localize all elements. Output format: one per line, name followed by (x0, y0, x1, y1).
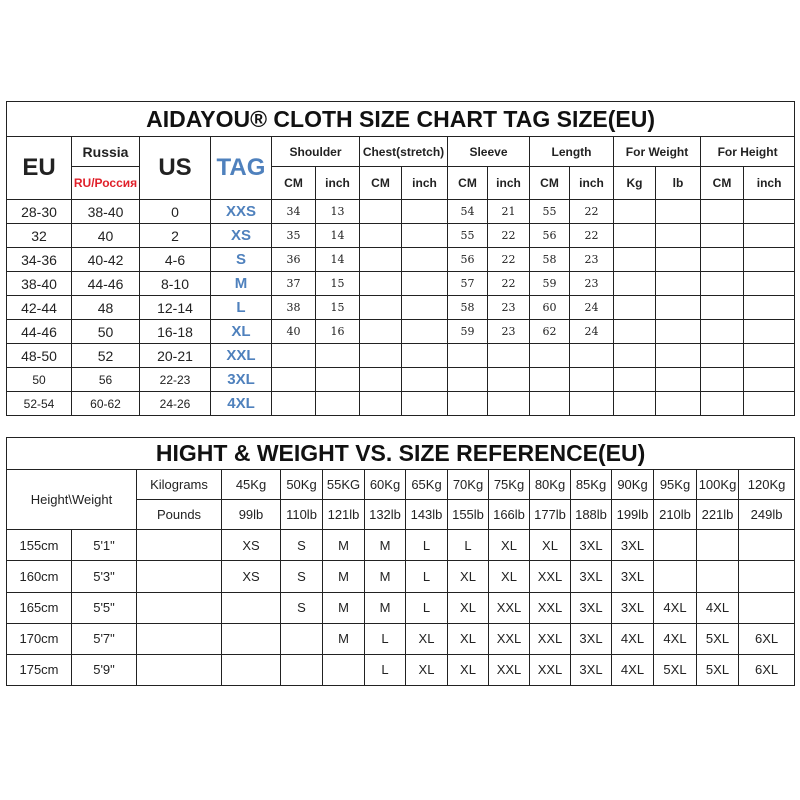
reference-row (7, 592, 795, 623)
recommended-size-cell: XL (448, 592, 489, 623)
recommended-size-cell (654, 561, 697, 592)
height-cm-cell (701, 248, 744, 272)
shoulder-inch-header: inch (316, 167, 360, 200)
weight-kg-cell (614, 320, 656, 344)
chest-cm-header: CM (360, 167, 402, 200)
height-inch-cell (744, 368, 795, 392)
recommended-size-cell: 3XL (571, 592, 612, 623)
kg-column-header: 80Kg (530, 470, 571, 500)
weight-lb-cell (656, 320, 701, 344)
recommended-size-cell: 4XL (612, 623, 654, 654)
reference-spacer-cell (137, 530, 222, 561)
height-header: For Height (701, 137, 795, 167)
recommended-size-cell: L (406, 561, 448, 592)
size-row (7, 224, 795, 248)
lb-column-header: 110lb (281, 500, 323, 530)
shoulder-cm-cell (272, 392, 316, 416)
weight-kg-cell (614, 224, 656, 248)
shoulder-cm-cell: 37 (272, 272, 316, 296)
height-cm-cell: 170cm (7, 623, 72, 654)
us-size-cell: 20-21 (140, 344, 211, 368)
recommended-size-cell (697, 530, 739, 561)
recommended-size-cell (222, 592, 281, 623)
size-row (7, 200, 795, 224)
size-chart-table (6, 101, 795, 416)
weight-kg-cell (614, 296, 656, 320)
recommended-size-cell: XL (406, 654, 448, 685)
recommended-size-cell: XXL (489, 592, 530, 623)
lb-column-header: 155lb (448, 500, 489, 530)
height-cm-cell: 160cm (7, 561, 72, 592)
recommended-size-cell: XL (489, 530, 530, 561)
height-cm-cell: 175cm (7, 654, 72, 685)
recommended-size-cell: XXL (530, 623, 571, 654)
chest-inch-cell (402, 320, 448, 344)
sleeve-inch-cell: 22 (488, 224, 530, 248)
recommended-size-cell: M (323, 561, 365, 592)
tag-header: TAG (211, 137, 272, 200)
length-inch-cell: 24 (570, 296, 614, 320)
sleeve-cm-cell (448, 344, 488, 368)
shoulder-cm-cell: 35 (272, 224, 316, 248)
kg-column-header: 50Kg (281, 470, 323, 500)
lb-column-header: 210lb (654, 500, 697, 530)
recommended-size-cell: M (323, 592, 365, 623)
kg-column-header: 100Kg (697, 470, 739, 500)
recommended-size-cell: 4XL (654, 623, 697, 654)
sleeve-inch-cell: 23 (488, 296, 530, 320)
weight-lb-cell (656, 392, 701, 416)
recommended-size-cell (697, 561, 739, 592)
weight-kg-header: Kg (614, 167, 656, 200)
weight-kg-cell (614, 344, 656, 368)
shoulder-cm-cell (272, 368, 316, 392)
chest-inch-cell (402, 344, 448, 368)
russia-size-cell: 38-40 (72, 200, 140, 224)
chest-inch-cell (402, 368, 448, 392)
height-cm-header: CM (701, 167, 744, 200)
sleeve-inch-cell: 21 (488, 200, 530, 224)
recommended-size-cell: XL (530, 530, 571, 561)
sleeve-inch-cell (488, 392, 530, 416)
recommended-size-cell: XL (489, 561, 530, 592)
eu-size-cell: 50 (7, 368, 72, 392)
sleeve-inch-cell: 22 (488, 248, 530, 272)
pounds-label: Pounds (137, 500, 222, 530)
russia-size-cell: 60-62 (72, 392, 140, 416)
kg-column-header: 55KG (323, 470, 365, 500)
chest-cm-cell (360, 272, 402, 296)
height-cm-cell: 155cm (7, 530, 72, 561)
sleeve-cm-cell: 57 (448, 272, 488, 296)
recommended-size-cell: 5XL (697, 623, 739, 654)
russia-size-cell: 52 (72, 344, 140, 368)
length-inch-cell: 24 (570, 320, 614, 344)
chest-cm-cell (360, 392, 402, 416)
eu-size-cell: 38-40 (7, 272, 72, 296)
length-inch-cell (570, 392, 614, 416)
recommended-size-cell: XXL (530, 654, 571, 685)
lb-column-header: 132lb (365, 500, 406, 530)
recommended-size-cell: M (323, 623, 365, 654)
height-cm-cell (701, 320, 744, 344)
shoulder-cm-header: CM (272, 167, 316, 200)
sleeve-inch-cell: 22 (488, 272, 530, 296)
weight-lb-cell (656, 248, 701, 272)
shoulder-inch-cell: 14 (316, 224, 360, 248)
recommended-size-cell: XXL (489, 623, 530, 654)
size-chart-title: AIDAYOU® CLOTH SIZE CHART TAG SIZE(EU) (7, 102, 795, 137)
kg-column-header: 45Kg (222, 470, 281, 500)
length-cm-cell (530, 344, 570, 368)
lb-column-header: 166lb (489, 500, 530, 530)
reference-row (7, 561, 795, 592)
weight-lb-cell (656, 224, 701, 248)
chest-inch-cell (402, 248, 448, 272)
chest-cm-cell (360, 200, 402, 224)
us-header: US (140, 137, 211, 200)
russia-size-cell: 40 (72, 224, 140, 248)
shoulder-cm-cell: 38 (272, 296, 316, 320)
eu-header: EU (7, 137, 72, 200)
kg-column-header: 95Kg (654, 470, 697, 500)
weight-lb-cell (656, 344, 701, 368)
kg-column-header: 120Kg (739, 470, 795, 500)
weight-lb-header: lb (656, 167, 701, 200)
sleeve-inch-cell (488, 344, 530, 368)
us-size-cell: 16-18 (140, 320, 211, 344)
eu-size-cell: 44-46 (7, 320, 72, 344)
chest-cm-cell (360, 368, 402, 392)
size-row (7, 368, 795, 392)
recommended-size-cell: 3XL (571, 530, 612, 561)
height-inch-cell (744, 224, 795, 248)
recommended-size-cell: 6XL (739, 654, 795, 685)
height-ft-cell: 5'3" (72, 561, 137, 592)
weight-lb-cell (656, 200, 701, 224)
recommended-size-cell: XXL (530, 592, 571, 623)
shoulder-cm-cell (272, 344, 316, 368)
reference-spacer-cell (137, 561, 222, 592)
lb-column-header: 249lb (739, 500, 795, 530)
recommended-size-cell: M (323, 530, 365, 561)
lb-column-header: 199lb (612, 500, 654, 530)
height-ft-cell: 5'1" (72, 530, 137, 561)
shoulder-inch-cell (316, 392, 360, 416)
reference-spacer-cell (137, 654, 222, 685)
recommended-size-cell (323, 654, 365, 685)
recommended-size-cell (739, 561, 795, 592)
height-cm-cell: 165cm (7, 592, 72, 623)
length-inch-cell: 23 (570, 272, 614, 296)
sleeve-cm-cell: 59 (448, 320, 488, 344)
recommended-size-cell: 3XL (612, 592, 654, 623)
recommended-size-cell: 5XL (697, 654, 739, 685)
reference-row (7, 623, 795, 654)
kg-column-header: 75Kg (489, 470, 530, 500)
chest-cm-cell (360, 248, 402, 272)
kg-column-header: 60Kg (365, 470, 406, 500)
shoulder-inch-cell (316, 368, 360, 392)
kg-column-header: 65Kg (406, 470, 448, 500)
weight-header: For Weight (614, 137, 701, 167)
kg-column-header: 70Kg (448, 470, 489, 500)
tag-size-cell: XXL (211, 344, 272, 368)
height-cm-cell (701, 224, 744, 248)
lb-column-header: 143lb (406, 500, 448, 530)
recommended-size-cell: 4XL (612, 654, 654, 685)
height-ft-cell: 5'7" (72, 623, 137, 654)
length-inch-cell (570, 344, 614, 368)
size-row (7, 392, 795, 416)
length-cm-cell (530, 368, 570, 392)
lb-column-header: 188lb (571, 500, 612, 530)
us-size-cell: 0 (140, 200, 211, 224)
recommended-size-cell: XXL (530, 561, 571, 592)
sleeve-cm-cell (448, 392, 488, 416)
length-cm-header: CM (530, 167, 570, 200)
us-size-cell: 4-6 (140, 248, 211, 272)
height-cm-cell (701, 344, 744, 368)
shoulder-cm-cell: 40 (272, 320, 316, 344)
tag-size-cell: L (211, 296, 272, 320)
recommended-size-cell: M (365, 592, 406, 623)
weight-kg-cell (614, 392, 656, 416)
size-row (7, 296, 795, 320)
eu-size-cell: 42-44 (7, 296, 72, 320)
shoulder-inch-cell: 16 (316, 320, 360, 344)
weight-kg-cell (614, 248, 656, 272)
height-weight-reference-table (6, 437, 795, 686)
recommended-size-cell: L (406, 592, 448, 623)
tag-size-cell: M (211, 272, 272, 296)
shoulder-inch-cell: 14 (316, 248, 360, 272)
height-inch-cell (744, 344, 795, 368)
russia-subheader: RU/Россия (72, 167, 140, 200)
height-weight-corner: Height\Weight (7, 470, 137, 530)
height-cm-cell (701, 200, 744, 224)
lb-column-header: 221lb (697, 500, 739, 530)
eu-size-cell: 52-54 (7, 392, 72, 416)
height-cm-cell (701, 368, 744, 392)
eu-size-cell: 28-30 (7, 200, 72, 224)
reference-spacer-cell (137, 623, 222, 654)
sleeve-header: Sleeve (448, 137, 530, 167)
lb-column-header: 177lb (530, 500, 571, 530)
recommended-size-cell: 3XL (571, 561, 612, 592)
recommended-size-cell: XL (406, 623, 448, 654)
eu-size-cell: 32 (7, 224, 72, 248)
recommended-size-cell: XXL (489, 654, 530, 685)
recommended-size-cell: 4XL (654, 592, 697, 623)
recommended-size-cell (654, 530, 697, 561)
weight-lb-cell (656, 368, 701, 392)
length-cm-cell: 60 (530, 296, 570, 320)
weight-lb-cell (656, 296, 701, 320)
recommended-size-cell: 3XL (612, 561, 654, 592)
russia-size-cell: 50 (72, 320, 140, 344)
lb-column-header: 99lb (222, 500, 281, 530)
recommended-size-cell: XS (222, 561, 281, 592)
weight-kg-cell (614, 200, 656, 224)
length-inch-cell: 23 (570, 248, 614, 272)
sleeve-inch-cell: 23 (488, 320, 530, 344)
length-cm-cell: 55 (530, 200, 570, 224)
height-inch-cell (744, 320, 795, 344)
chest-inch-cell (402, 272, 448, 296)
sleeve-cm-cell: 55 (448, 224, 488, 248)
recommended-size-cell: L (365, 654, 406, 685)
recommended-size-cell (222, 654, 281, 685)
recommended-size-cell: 3XL (571, 654, 612, 685)
length-header: Length (530, 137, 614, 167)
sleeve-cm-cell (448, 368, 488, 392)
eu-size-cell: 48-50 (7, 344, 72, 368)
tag-size-cell: XL (211, 320, 272, 344)
weight-kg-cell (614, 368, 656, 392)
recommended-size-cell: XS (222, 530, 281, 561)
length-cm-cell: 58 (530, 248, 570, 272)
chest-header: Chest(stretch) (360, 137, 448, 167)
shoulder-inch-cell (316, 344, 360, 368)
recommended-size-cell: L (365, 623, 406, 654)
kg-column-header: 85Kg (571, 470, 612, 500)
chest-cm-cell (360, 344, 402, 368)
shoulder-header: Shoulder (272, 137, 360, 167)
reference-row (7, 530, 795, 561)
tag-size-cell: XXS (211, 200, 272, 224)
chest-inch-cell (402, 392, 448, 416)
weight-kg-cell (614, 272, 656, 296)
recommended-size-cell (739, 530, 795, 561)
tag-size-cell: 3XL (211, 368, 272, 392)
eu-size-cell: 34-36 (7, 248, 72, 272)
reference-row (7, 654, 795, 685)
size-row (7, 272, 795, 296)
us-size-cell: 12-14 (140, 296, 211, 320)
us-size-cell: 8-10 (140, 272, 211, 296)
recommended-size-cell: S (281, 592, 323, 623)
recommended-size-cell: L (406, 530, 448, 561)
sleeve-cm-cell: 54 (448, 200, 488, 224)
recommended-size-cell: 3XL (571, 623, 612, 654)
russia-header: Russia (72, 137, 140, 167)
sleeve-cm-header: CM (448, 167, 488, 200)
height-inch-cell (744, 392, 795, 416)
recommended-size-cell: XL (448, 654, 489, 685)
recommended-size-cell: 4XL (697, 592, 739, 623)
sleeve-inch-cell (488, 368, 530, 392)
recommended-size-cell: M (365, 561, 406, 592)
chest-cm-cell (360, 296, 402, 320)
length-inch-cell: 22 (570, 200, 614, 224)
recommended-size-cell: M (365, 530, 406, 561)
lb-column-header: 121lb (323, 500, 365, 530)
shoulder-cm-cell: 34 (272, 200, 316, 224)
us-size-cell: 2 (140, 224, 211, 248)
length-inch-cell (570, 368, 614, 392)
shoulder-inch-cell: 13 (316, 200, 360, 224)
russia-size-cell: 40-42 (72, 248, 140, 272)
shoulder-inch-cell: 15 (316, 272, 360, 296)
chest-cm-cell (360, 320, 402, 344)
weight-lb-cell (656, 272, 701, 296)
height-inch-cell (744, 272, 795, 296)
length-inch-header: inch (570, 167, 614, 200)
height-cm-cell (701, 296, 744, 320)
recommended-size-cell: 5XL (654, 654, 697, 685)
chest-inch-cell (402, 200, 448, 224)
russia-size-cell: 56 (72, 368, 140, 392)
recommended-size-cell: S (281, 561, 323, 592)
height-cm-cell (701, 392, 744, 416)
height-cm-cell (701, 272, 744, 296)
length-inch-cell: 22 (570, 224, 614, 248)
height-inch-cell (744, 200, 795, 224)
height-ft-cell: 5'5" (72, 592, 137, 623)
height-inch-cell (744, 248, 795, 272)
chest-inch-cell (402, 296, 448, 320)
size-row (7, 344, 795, 368)
sleeve-cm-cell: 58 (448, 296, 488, 320)
chest-inch-header: inch (402, 167, 448, 200)
sleeve-inch-header: inch (488, 167, 530, 200)
us-size-cell: 22-23 (140, 368, 211, 392)
length-cm-cell: 59 (530, 272, 570, 296)
kilograms-label: Kilograms (137, 470, 222, 500)
recommended-size-cell: 6XL (739, 623, 795, 654)
chest-inch-cell (402, 224, 448, 248)
size-row (7, 248, 795, 272)
kg-column-header: 90Kg (612, 470, 654, 500)
recommended-size-cell: XL (448, 561, 489, 592)
recommended-size-cell (739, 592, 795, 623)
length-cm-cell: 56 (530, 224, 570, 248)
length-cm-cell (530, 392, 570, 416)
shoulder-cm-cell: 36 (272, 248, 316, 272)
recommended-size-cell (222, 623, 281, 654)
recommended-size-cell: 3XL (612, 530, 654, 561)
us-size-cell: 24-26 (140, 392, 211, 416)
russia-size-cell: 44-46 (72, 272, 140, 296)
size-row (7, 320, 795, 344)
reference-title: HIGHT & WEIGHT VS. SIZE REFERENCE(EU) (7, 438, 795, 470)
shoulder-inch-cell: 15 (316, 296, 360, 320)
height-inch-header: inch (744, 167, 795, 200)
height-inch-cell (744, 296, 795, 320)
tag-size-cell: S (211, 248, 272, 272)
recommended-size-cell: L (448, 530, 489, 561)
recommended-size-cell: S (281, 530, 323, 561)
length-cm-cell: 62 (530, 320, 570, 344)
recommended-size-cell: XL (448, 623, 489, 654)
reference-spacer-cell (137, 592, 222, 623)
recommended-size-cell (281, 623, 323, 654)
sleeve-cm-cell: 56 (448, 248, 488, 272)
recommended-size-cell (281, 654, 323, 685)
height-ft-cell: 5'9" (72, 654, 137, 685)
tag-size-cell: 4XL (211, 392, 272, 416)
chest-cm-cell (360, 224, 402, 248)
russia-size-cell: 48 (72, 296, 140, 320)
tag-size-cell: XS (211, 224, 272, 248)
